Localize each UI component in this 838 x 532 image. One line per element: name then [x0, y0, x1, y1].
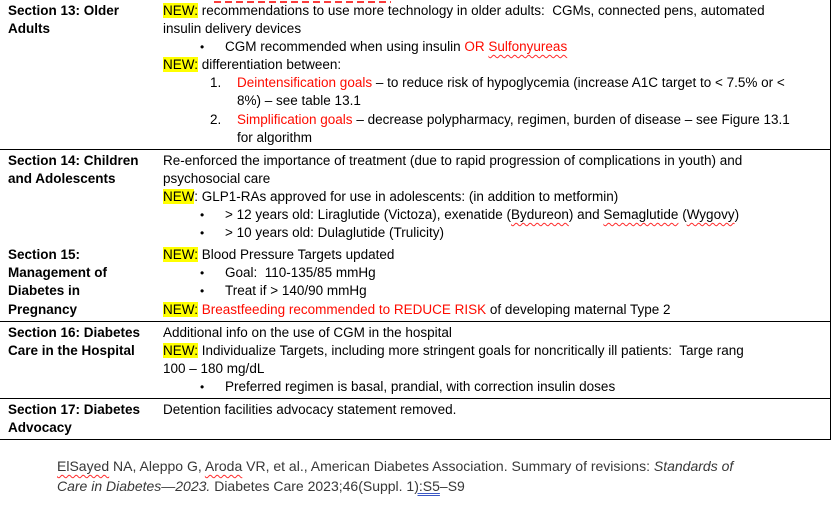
- text-segment: Re-enforced the importance of treatment (due to rapid progression of complications in youth) and: [163, 152, 743, 168]
- styled-text-segment: Standards of: [653, 458, 734, 474]
- text-segment: NA, Aleppo G,: [109, 458, 205, 474]
- content-line: [163, 170, 826, 188]
- content-line: [163, 324, 826, 342]
- text-segment: (: [678, 207, 687, 223]
- section-label-line: Adults: [8, 21, 50, 37]
- text-segment: 8%) – see table 13.1: [237, 93, 361, 109]
- content-line: [163, 378, 826, 396]
- text-segment: ): [734, 207, 740, 223]
- list-number: 2.: [210, 111, 222, 127]
- bullet-icon: •: [200, 379, 205, 394]
- content-line: [163, 342, 826, 360]
- bullet-icon: •: [200, 208, 205, 223]
- styled-text-segment: NEW:: [163, 247, 199, 263]
- section-label: [0, 244, 163, 320]
- styled-text-segment: Semaglutide: [603, 207, 679, 223]
- text-segment: VR, et al., American Diabetes Association. Summary of revisions:: [242, 458, 654, 474]
- table-row: [0, 244, 830, 320]
- table-row: [0, 149, 830, 244]
- text-segment: Treat if > 140/90 mmHg: [225, 283, 367, 299]
- text-segment: – decrease polypharmacy, regimen, burden of disease – see Figure 13.1: [352, 111, 790, 127]
- styled-text-segment: NEW: [163, 188, 195, 204]
- text-segment: Additional info on the use of CGM in the hospital: [163, 324, 452, 340]
- content-line: [163, 206, 826, 224]
- section-label: [0, 399, 163, 439]
- list-number: 1.: [210, 75, 222, 91]
- text-segment: : GLP1-RAs approved for use in adolescents: (in addition to metformin): [194, 188, 619, 204]
- content-line: [163, 188, 826, 206]
- content-line: [163, 129, 826, 147]
- content-line: [163, 401, 826, 419]
- table-row: [0, 398, 830, 439]
- bullet-icon: •: [200, 226, 205, 241]
- styled-text-segment: Sulfonyureas: [488, 39, 568, 55]
- section-content: [163, 399, 830, 439]
- section-content: [163, 0, 830, 149]
- text-segment: – to reduce risk of hypoglycemia (increase A1C target to < 7.5% or <: [372, 75, 785, 91]
- content-line: [163, 224, 826, 242]
- content-line: [163, 246, 826, 264]
- content-line: [163, 111, 826, 129]
- styled-text-segment: NEW:: [163, 301, 199, 317]
- section-label-line: Section 17: Diabetes: [8, 401, 141, 417]
- text-segment: of developing maternal Type 2: [486, 301, 671, 317]
- styled-text-segment: Bydureon: [511, 207, 569, 223]
- styled-text-segment: OR: [464, 39, 489, 55]
- section-label-line: Management of: [8, 265, 108, 281]
- styled-text-segment: Care in Diabetes—2023.: [57, 478, 211, 494]
- styled-text-segment: Wygovy: [686, 207, 735, 223]
- text-segment: > 10 years old: Dulaglutide (Trulicity): [225, 225, 444, 241]
- section-label-line: Pregnancy: [8, 301, 78, 317]
- section-label-line: Section 14: Children: [8, 152, 139, 168]
- styled-text-segment: NEW:: [163, 57, 199, 73]
- content-line: [163, 56, 826, 74]
- content-line: [163, 38, 826, 56]
- styled-text-segment: Aroda: [204, 458, 243, 474]
- styled-text-segment: Breastfeeding recommended to REDUCE RISK: [201, 301, 487, 317]
- text-segment: > 12 years old: Liraglutide (Victoza), exenatide (: [225, 207, 512, 223]
- content-line: [163, 360, 826, 378]
- section-content: [163, 244, 830, 320]
- content-line: [163, 301, 826, 319]
- text-segment: Detention facilities advocacy statement removed.: [163, 401, 457, 417]
- styled-text-segment: ElSayed: [57, 458, 110, 474]
- content-line: [163, 152, 826, 170]
- table-row: [0, 0, 830, 149]
- styled-text-segment: NEW:: [163, 342, 199, 358]
- content-line: [163, 92, 826, 110]
- styled-text-segment: Simplification goals: [237, 111, 353, 127]
- content-line: [57, 456, 817, 476]
- content-line: [57, 476, 817, 496]
- section-content: [163, 150, 830, 244]
- bullet-icon: •: [200, 266, 205, 281]
- section-content: [163, 322, 830, 398]
- text-segment: ) and: [568, 207, 604, 223]
- content-line: [163, 20, 826, 38]
- section-label: [0, 322, 163, 398]
- text-segment: Individualize Targets, including more stringent goals for noncritically ill patients: Targe rang: [198, 342, 744, 358]
- bullet-icon: •: [200, 40, 205, 55]
- content-line: [163, 264, 826, 282]
- text-segment: –S9: [439, 478, 465, 494]
- text-segment: insulin delivery devices: [163, 21, 302, 37]
- section-label-line: and Adolescents: [8, 170, 116, 186]
- text-segment: psychosocial care: [163, 170, 271, 186]
- text-segment: Diabetes Care 2023;46(Suppl. 1: [210, 478, 415, 494]
- citation: [57, 456, 817, 496]
- section-label: [0, 0, 163, 149]
- section-label: [0, 150, 163, 244]
- content-line: [163, 2, 826, 20]
- styled-text-segment: ):S5: [414, 478, 440, 494]
- text-segment: for algorithm: [237, 129, 313, 145]
- styled-text-segment: Deintensification goals: [237, 75, 373, 91]
- section-label-line: Section 15:: [8, 247, 81, 263]
- section-label-line: Section 13: Older: [8, 3, 120, 18]
- section-label-line: Advocacy: [8, 420, 72, 436]
- text-segment: recommendations to use more technology in older adults: CGMs, connected pens, automated: [198, 3, 765, 18]
- content-line: [163, 282, 826, 300]
- styled-text-segment: NEW:: [163, 3, 199, 18]
- text-segment: Blood Pressure Targets updated: [198, 247, 395, 263]
- text-segment: Preferred regimen is basal, prandial, with correction insulin doses: [225, 378, 616, 394]
- section-label-line: Diabetes in: [8, 283, 81, 299]
- text-segment: differentiation between:: [198, 57, 342, 73]
- text-segment: CGM recommended when using insulin: [225, 39, 465, 55]
- section-label-line: Care in the Hospital: [8, 342, 135, 358]
- bullet-icon: •: [200, 284, 205, 299]
- section-label-line: Section 16: Diabetes: [8, 324, 141, 340]
- text-segment: 100 – 180 mg/dL: [163, 360, 265, 376]
- text-segment: Goal: 110-135/85 mmHg: [225, 265, 376, 281]
- content-line: [163, 74, 826, 92]
- table-row: [0, 321, 830, 398]
